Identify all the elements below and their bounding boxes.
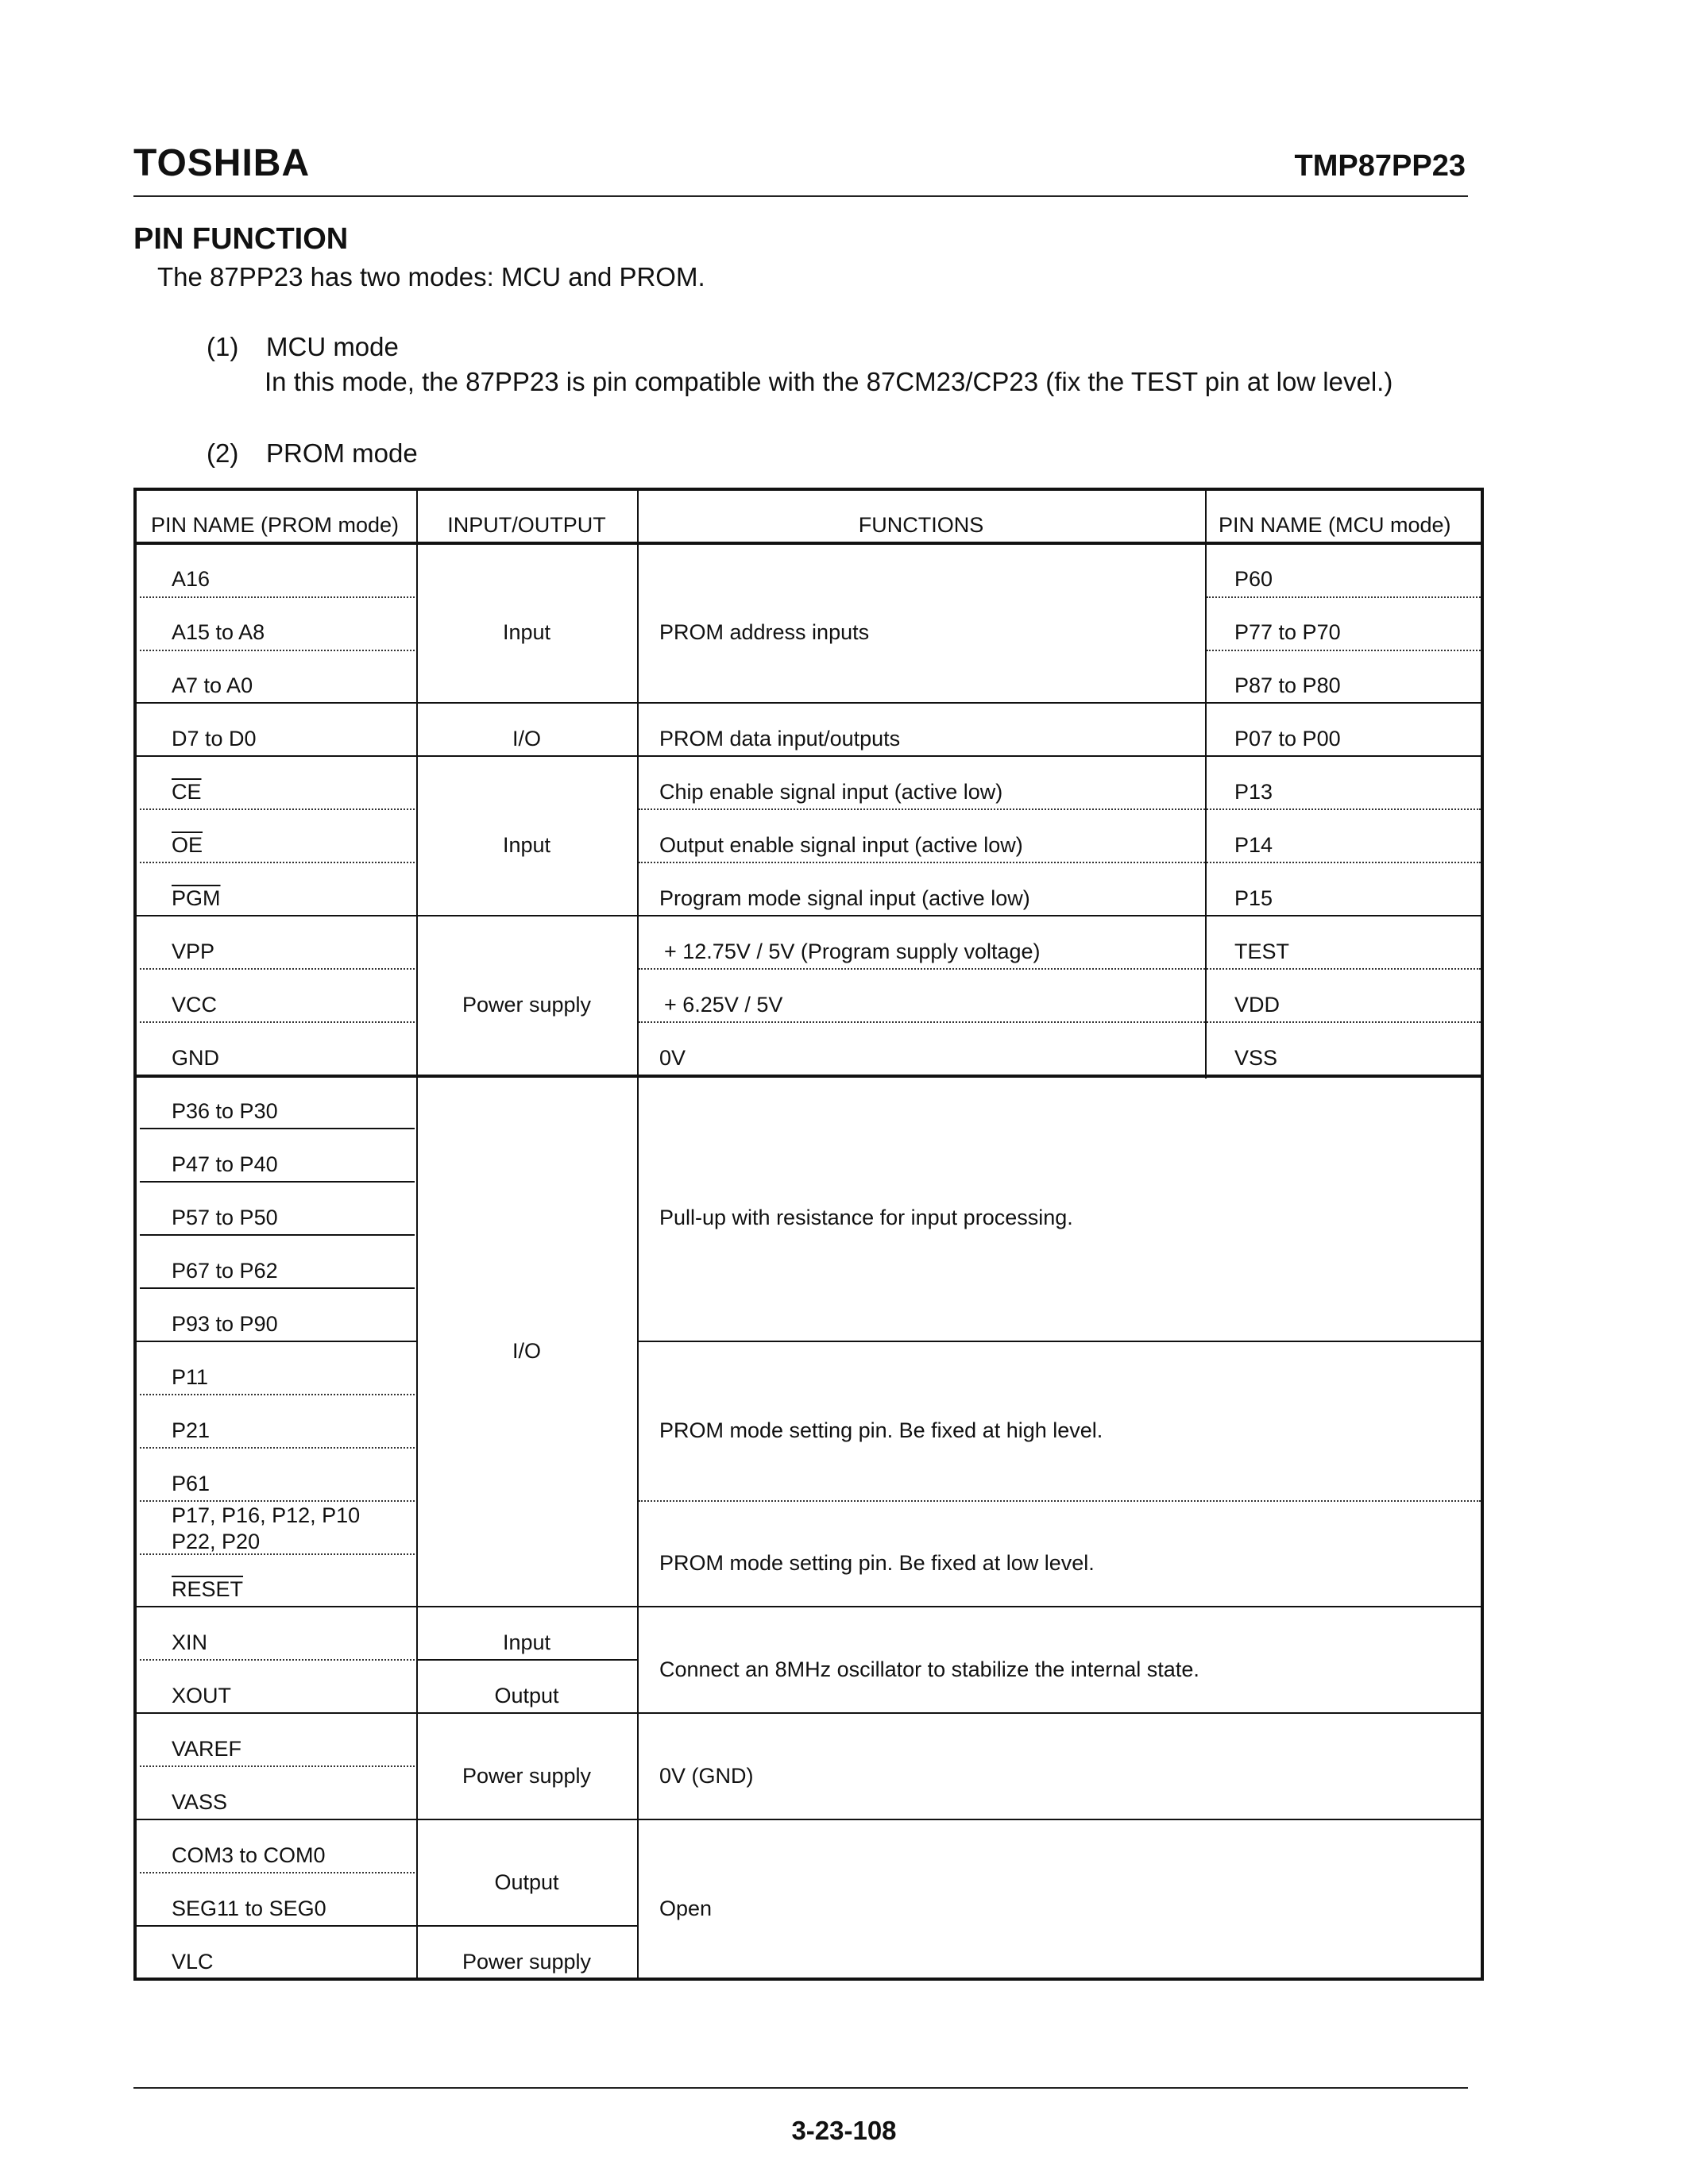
io-xin: Input: [502, 1630, 551, 1654]
row-divider: [140, 1128, 415, 1129]
fn-osc: Connect an 8MHz oscillator to stabilize the internal state.: [659, 1657, 1199, 1681]
pin-reset: RESET: [172, 1577, 244, 1601]
row-divider: [140, 808, 415, 810]
io-ports: I/O: [512, 1339, 541, 1363]
row-divider: [639, 808, 1481, 810]
pin-xout: XOUT: [172, 1684, 232, 1707]
row-divider: [416, 1659, 639, 1661]
mode1-heading: [207, 332, 399, 362]
header-pin-prom: PIN NAME (PROM mode): [151, 513, 400, 537]
fn-pullup: Pull-up with resistance for input processing.: [659, 1206, 1073, 1229]
row-divider: [140, 596, 415, 598]
mode2-title: PROM mode: [266, 438, 418, 468]
group-divider: [137, 1712, 1481, 1714]
row-divider: [140, 1659, 415, 1661]
mcu-ce: P13: [1234, 780, 1273, 804]
mode1-title: MCU mode: [266, 332, 399, 361]
row-divider: [140, 1394, 415, 1395]
mcu-a16: P60: [1234, 567, 1273, 591]
fn-vpp: + 12.75V / 5V (Program supply voltage): [664, 940, 1041, 963]
brand-logo: TOSHIBA: [133, 142, 311, 184]
row-divider: [140, 1553, 415, 1555]
row-divider: [140, 1447, 415, 1449]
row-divider: [140, 1021, 415, 1023]
fn-low: PROM mode setting pin. Be fixed at low level.: [659, 1551, 1095, 1575]
pin-d7-d0: D7 to D0: [172, 727, 257, 751]
mode1-text: In this mode, the 87PP23 is pin compatible with the 87CM23/CP23 (fix the TEST pin at low level.): [265, 367, 1393, 396]
row-divider: [140, 1872, 415, 1873]
pin-p11: P11: [172, 1365, 209, 1389]
group-divider: [137, 915, 1481, 916]
pin-vass: VASS: [172, 1790, 228, 1814]
mode1-number: (1): [207, 332, 239, 361]
fn-oe: Output enable signal input (active low): [659, 833, 1023, 857]
header-rule: [133, 195, 1468, 197]
fn-open: Open: [659, 1897, 713, 1920]
io-vlc: Power supply: [462, 1950, 592, 1974]
fn-vcc: + 6.25V / 5V: [664, 993, 783, 1017]
fn-vref: 0V (GND): [659, 1764, 754, 1788]
row-divider: [1207, 650, 1481, 651]
col-divider-2: [637, 491, 639, 1978]
row-divider: [140, 1234, 415, 1236]
io-xout: Output: [494, 1684, 559, 1707]
row-divider: [639, 968, 1481, 970]
row-divider: [639, 862, 1481, 863]
pin-p61: P61: [172, 1472, 211, 1495]
pin-a16: A16: [172, 567, 211, 591]
header-io: INPUT/OUTPUT: [447, 513, 606, 537]
mcu-a7: P87 to P80: [1234, 673, 1341, 697]
group-divider: [137, 1606, 1481, 1607]
row-divider: [639, 1500, 1481, 1502]
row-divider: [140, 1500, 415, 1502]
group-divider: [137, 755, 1481, 757]
mcu-pgm: P15: [1234, 886, 1273, 910]
pin-pgm: $\overline{PGM}$: [172, 886, 221, 910]
pin-p67-p62: P67 to P62: [172, 1259, 278, 1283]
header-pin-mcu: PIN NAME (MCU mode): [1219, 513, 1451, 537]
page-number: 3-23-108: [791, 2116, 897, 2145]
pin-vcc: VCC: [172, 993, 218, 1017]
col-divider-3: [1205, 491, 1207, 1078]
pin-com: COM3 to COM0: [172, 1843, 326, 1867]
pin-p36-p30: P36 to P30: [172, 1099, 278, 1123]
pin-ce: $\overline{CE}$: [172, 780, 202, 804]
row-divider: [140, 862, 415, 863]
fn-address: PROM address inputs: [659, 620, 870, 644]
pin-a15-a8: A15 to A8: [172, 620, 265, 644]
fn-gnd: 0V: [659, 1046, 686, 1070]
io-lcd-out: Output: [494, 1870, 559, 1894]
section-title: PIN FUNCTION: [133, 222, 349, 256]
group-divider: [137, 702, 1481, 704]
io-control: Input: [502, 833, 551, 857]
mcu-vcc: VDD: [1234, 993, 1280, 1017]
row-divider: [140, 650, 415, 651]
mcu-oe: P14: [1234, 833, 1273, 857]
pin-function-table: [133, 488, 1484, 1981]
fn-high: PROM mode setting pin. Be fixed at high level.: [659, 1418, 1103, 1442]
mcu-gnd: VSS: [1234, 1046, 1278, 1070]
fn-ce: Chip enable signal input (active low): [659, 780, 1003, 804]
row-divider: [137, 1925, 639, 1927]
col-divider-1: [416, 491, 418, 1978]
row-divider: [140, 1287, 415, 1289]
mcu-data: P07 to P00: [1234, 727, 1341, 751]
pin-p93-p90: P93 to P90: [172, 1312, 278, 1336]
mode2-number: (2): [207, 438, 239, 468]
pin-gnd: GND: [172, 1046, 219, 1070]
pin-vpp: VPP: [172, 940, 215, 963]
pin-seg: SEG11 to SEG0: [172, 1897, 326, 1920]
io-data: I/O: [512, 727, 541, 751]
row-divider: [1207, 596, 1481, 598]
footer-rule: [133, 2087, 1468, 2089]
pin-p17-line2: P22, P20: [172, 1530, 261, 1553]
row-divider: [140, 968, 415, 970]
mode2-heading: [207, 438, 418, 469]
pin-xin: XIN: [172, 1630, 208, 1654]
row-divider: [137, 1341, 416, 1342]
pin-vlc: VLC: [172, 1950, 214, 1974]
group-divider: [137, 1075, 1481, 1078]
group-divider: [639, 1341, 1481, 1342]
pin-p21: P21: [172, 1418, 211, 1442]
part-number: TMP87PP23: [1294, 149, 1466, 183]
pin-p57-p50: P57 to P50: [172, 1206, 278, 1229]
fn-pgm: Program mode signal input (active low): [659, 886, 1030, 910]
row-divider: [140, 1181, 415, 1183]
io-power: Power supply: [462, 993, 592, 1017]
pin-a7-a0: A7 to A0: [172, 673, 253, 697]
io-address: Input: [502, 620, 551, 644]
io-vref: Power supply: [462, 1764, 592, 1788]
intro-text: The 87PP23 has two modes: MCU and PROM.: [157, 262, 705, 291]
row-divider: [639, 1021, 1481, 1023]
pin-p17-line1: P17, P16, P12, P10: [172, 1503, 361, 1527]
group-divider: [137, 1819, 1481, 1820]
mcu-a15: P77 to P70: [1234, 620, 1341, 644]
pin-varef: VAREF: [172, 1737, 242, 1761]
pin-p47-p40: P47 to P40: [172, 1152, 278, 1176]
fn-data: PROM data input/outputs: [659, 727, 901, 751]
row-divider: [140, 1765, 415, 1767]
header-rule: [137, 542, 1481, 545]
pin-oe: $\overline{OE}$: [172, 833, 203, 857]
mcu-vpp: TEST: [1234, 940, 1290, 963]
header-functions: FUNCTIONS: [858, 513, 984, 537]
